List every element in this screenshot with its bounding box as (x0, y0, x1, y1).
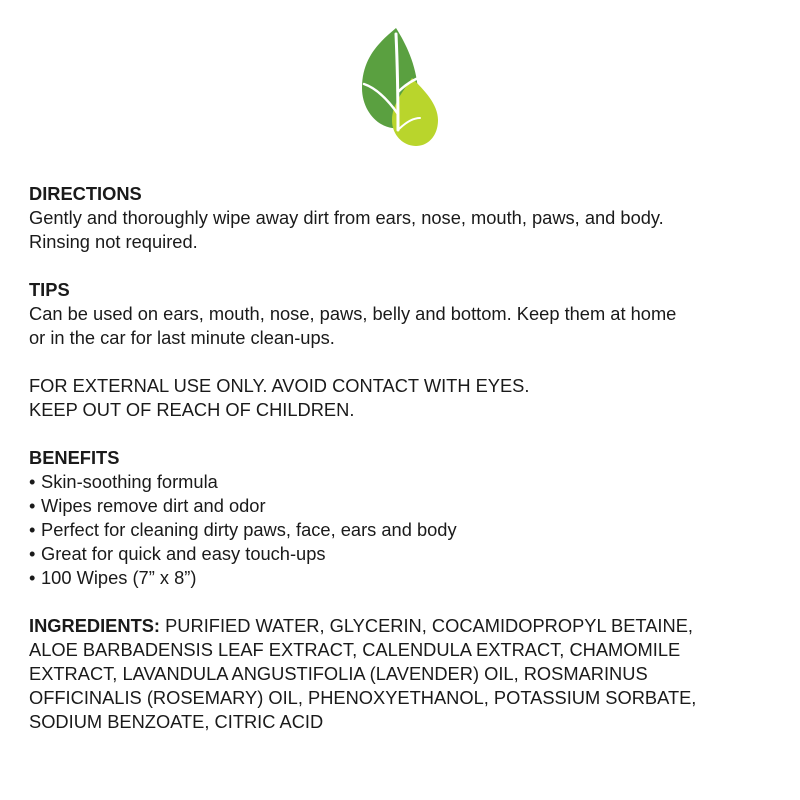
warning-line: FOR EXTERNAL USE ONLY. AVOID CONTACT WITH EYES. (29, 375, 530, 396)
ingredients-line: ALOE BARBADENSIS LEAF EXTRACT, CALENDULA EXTRACT, CHAMOMILE (29, 639, 681, 660)
list-item (29, 542, 769, 566)
bullet-icon: • (29, 543, 36, 564)
ingredients-line (29, 614, 769, 638)
ingredients-label: INGREDIENTS: (29, 615, 161, 636)
benefit-text: Perfect for cleaning dirty paws, face, ears and body (41, 519, 457, 540)
warning-section (29, 374, 769, 422)
benefits-list (29, 470, 769, 590)
tips-line: or in the car for last minute clean-ups. (29, 327, 335, 348)
ingredients-line: EXTRACT, LAVANDULA ANGUSTIFOLIA (LAVENDER) OIL, ROSMARINUS (29, 663, 648, 684)
benefits-section (29, 446, 769, 590)
directions-line: Rinsing not required. (29, 231, 198, 252)
benefit-text: Wipes remove dirt and odor (41, 495, 266, 516)
warning-line: KEEP OUT OF REACH OF CHILDREN. (29, 399, 355, 420)
bullet-icon: • (29, 519, 36, 540)
leaf-drop-icon (358, 26, 438, 148)
ingredients-line: OFFICINALIS (ROSEMARY) OIL, PHENOXYETHANOL, POTASSIUM SORBATE, (29, 687, 697, 708)
ingredients-line: SODIUM BENZOATE, CITRIC ACID (29, 711, 324, 732)
ingredients-section (29, 614, 769, 734)
benefits-heading: BENEFITS (29, 447, 120, 468)
list-item (29, 470, 769, 494)
product-info (29, 182, 769, 758)
benefit-text: Skin-soothing formula (41, 471, 218, 492)
bullet-icon: • (29, 471, 36, 492)
directions-heading: DIRECTIONS (29, 183, 142, 204)
list-item (29, 494, 769, 518)
benefit-text: Great for quick and easy touch-ups (41, 543, 326, 564)
tips-line: Can be used on ears, mouth, nose, paws, belly and bottom. Keep them at home (29, 303, 677, 324)
list-item (29, 518, 769, 542)
tips-section (29, 278, 769, 350)
tips-heading: TIPS (29, 279, 70, 300)
bullet-icon: • (29, 567, 36, 588)
directions-section (29, 182, 769, 254)
benefit-text: 100 Wipes (7” x 8”) (41, 567, 197, 588)
list-item (29, 566, 769, 590)
bullet-icon: • (29, 495, 36, 516)
directions-line: Gently and thoroughly wipe away dirt from ears, nose, mouth, paws, and body. (29, 207, 664, 228)
ingredients-text: PURIFIED WATER, GLYCERIN, COCAMIDOPROPYL BETAINE, (160, 615, 693, 636)
